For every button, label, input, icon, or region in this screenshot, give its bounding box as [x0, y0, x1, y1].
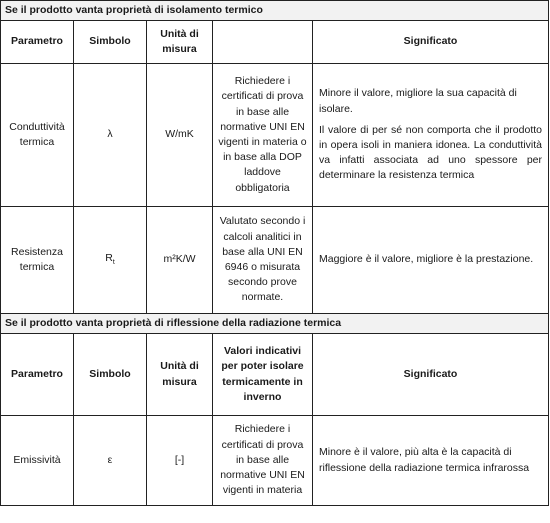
header-significato: Significato: [313, 334, 549, 416]
table-row: [1, 207, 549, 314]
values-resistenza: Valutato secondo i calcoli analitici in base alla UNI EN 6946 o misurata secondo prove normate.: [213, 207, 313, 314]
symbol-sub-t: t: [112, 259, 115, 267]
section-title-reflection: Se il prodotto vanta proprietà di riflessione della radiazione termica: [1, 314, 549, 334]
meaning-conduttivita: [313, 64, 549, 207]
param-resistenza: Resistenza termica: [1, 207, 74, 314]
header-valori-indicativi: Valori indicativi per poter isolare termicamente in inverno: [213, 334, 313, 416]
table-row: [1, 64, 549, 207]
values-emissivita: Richiedere i certificati di prova in base alle normative UNI EN vigenti in materia: [213, 416, 313, 506]
header-parametro: Parametro: [1, 334, 74, 416]
symbol-r: R: [105, 252, 113, 265]
header-significato: Significato: [313, 21, 549, 64]
meaning-emissivita: Minore è il valore, più alta è la capacità di riflessione della radiazione termica infrarossa: [313, 416, 549, 506]
header-simbolo: Simbolo: [74, 21, 147, 64]
header-valori: [213, 21, 313, 64]
values-conduttivita: Richiedere i certificati di prova in base alle normative UNI EN vigenti in materia o in base alla DOP laddove obbligatoria: [213, 64, 313, 207]
symbol-rt: [74, 207, 147, 314]
section-title-insulation: Se il prodotto vanta proprietà di isolamento termico: [1, 1, 549, 21]
unit-m2kw: m²K/W: [147, 207, 213, 314]
meaning-resistenza: Maggiore è il valore, migliore è la prestazione.: [313, 207, 549, 314]
header-unita: Unità di misura: [147, 21, 213, 64]
header-parametro: Parametro: [1, 21, 74, 64]
symbol-lambda: λ: [74, 64, 147, 207]
meaning-text: Minore il valore, migliore la sua capacità di isolare.: [319, 87, 517, 115]
header-simbolo: Simbolo: [74, 334, 147, 416]
param-conduttivita: Conduttività termica: [1, 64, 74, 207]
meaning-text: Il valore di per sé non comporta che il prodotto in opera isoli in maniera idonea. La conduttività va infatti associata ad uno spessore per determinare la resistenza termica: [319, 123, 542, 182]
unit-wmk: W/mK: [147, 64, 213, 207]
param-emissivita: Emissività: [1, 416, 74, 506]
unit-dimensionless: [-]: [147, 416, 213, 506]
table-row: [1, 416, 549, 506]
header-unita: Unità di misura: [147, 334, 213, 416]
symbol-epsilon: ε: [74, 416, 147, 506]
